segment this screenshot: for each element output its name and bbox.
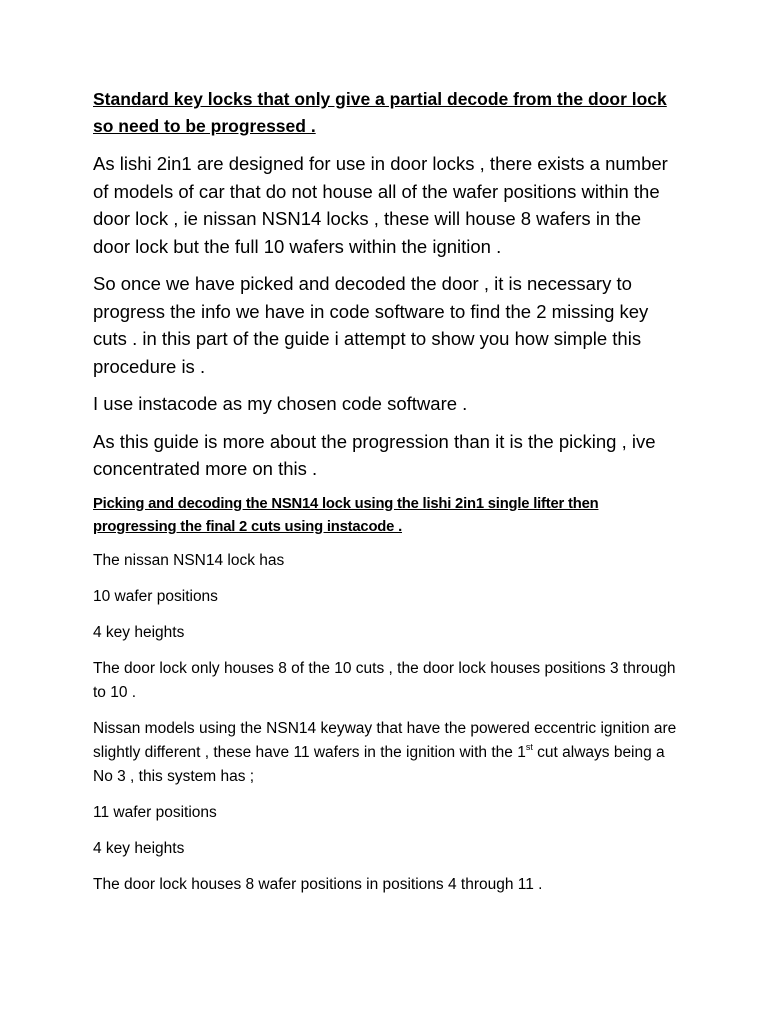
text-key-heights-4-b: 4 key heights <box>93 839 185 857</box>
section-heading-nsn14: Picking and decoding the NSN14 lock using the lishi 2in1 single lifter then progressing the final 2 cuts using instacode . <box>93 495 599 535</box>
text-door-lock-positions-4-11: The door lock houses 8 wafer positions in positions 4 through 11 . <box>93 875 543 893</box>
text-lock-has: The nissan NSN14 lock has <box>93 551 285 569</box>
text-wafer-positions-10: 10 wafer positions <box>93 587 218 605</box>
text-door-lock-houses-8: The door lock only houses 8 of the 10 cuts , the door lock houses positions 3 through to 10 . <box>93 659 676 701</box>
superscript-st: st <box>525 741 533 752</box>
text-eccentric-part-a: Nissan models using the NSN14 keyway that have the powered eccentric ignition are slightly different , these have 11 wafers in the ignition with the 1 <box>93 719 677 761</box>
text-eccentric-part-b: cut always being a No 3 , this system has ; <box>93 743 665 785</box>
text-key-heights-4: 4 key heights <box>93 623 185 641</box>
paragraph-intro: As lishi 2in1 are designed for use in door locks , there exists a number of models of car that do not house all of the wafer positions within the door lock , ie nissan NSN14 locks , these will house 8 wafers in the door lock but the full 10 wafers within the ignition . <box>93 153 668 257</box>
text-eccentric-ignition <box>93 717 683 789</box>
paragraph-focus: As this guide is more about the progression than it is the picking , ive concentrated more on this . <box>93 430 656 479</box>
paragraph-progress: So once we have picked and decoded the door , it is necessary to progress the info we have in code software to find the 2 missing key cuts . in this part of the guide i attempt to show you how simple this procedure is . <box>93 273 649 377</box>
text-wafer-positions-11: 11 wafer positions <box>93 803 217 821</box>
document-page <box>93 86 683 909</box>
paragraph-software: I use instacode as my chosen code software . <box>93 393 468 414</box>
section-heading-progression: Standard key locks that only give a partial decode from the door lock so need to be progressed . <box>93 89 667 136</box>
